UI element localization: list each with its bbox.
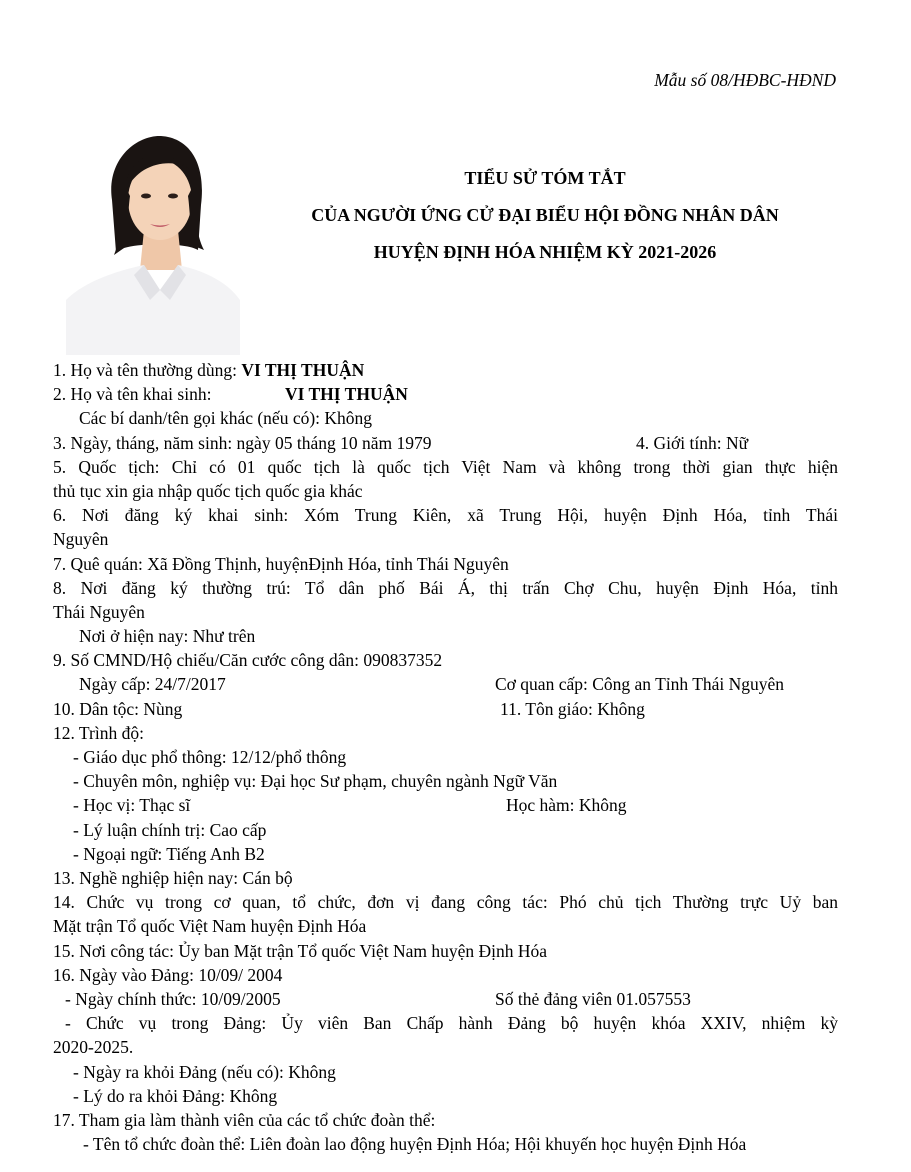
religion-text: 11. Tôn giáo: Không [500,698,645,719]
field-party-join-date: 16. Ngày vào Đảng: 10/09/ 2004 [53,964,283,985]
field-occupation: 13. Nghề nghiệp hiện nay: Cán bộ [53,867,293,888]
field-current-address: Nơi ở hiện nay: Như trên [79,626,256,647]
edu-specialty: - Chuyên môn, nghiệp vụ: Đại học Sư phạm, chuyên ngành Ngữ Văn [73,771,558,792]
field-id-number: 9. Số CMND/Hộ chiếu/Căn cước công dân: 090837352 [53,650,443,671]
title-line-3: HUYỆN ĐỊNH HÓA NHIỆM KỲ 2021-2026 [373,242,717,262]
party-official-date: - Ngày chính thức: 10/09/2005 [65,988,281,1009]
candidate-photo [66,130,240,355]
document-title [255,160,835,271]
party-official-row [53,987,838,1011]
party-position-1: - Chức vụ trong Đảng: Ủy viên Ban Chấp hành Đảng bộ huyện khóa XXIV, nhiệm kỳ [65,1013,838,1034]
birth-name-value: VI THỊ THUẬN [285,384,408,405]
field-id-issue [53,672,838,696]
field-education-heading: 12. Trình độ: [53,722,144,743]
edu-degree: - Học vị: Thạc sĩ [73,795,191,816]
issue-date-text: Ngày cấp: 24/7/2017 [79,674,226,695]
birthdate-text: 3. Ngày, tháng, năm sinh: ngày 05 tháng 10 năm 1979 [53,432,432,453]
field-birthdate-gender [53,431,838,455]
biography-body [53,358,838,1156]
field-nationality-2: thủ tục xin gia nhập quốc tịch quốc gia khác [53,480,363,501]
issue-agency-text: Cơ quan cấp: Công an Tỉnh Thái Nguyên [495,674,785,695]
party-leave-reason: - Lý do ra khỏi Đảng: Không [73,1085,278,1106]
field-nationality-1: 5. Quốc tịch: Chỉ có 01 quốc tịch là quốc tịch Việt Nam và không trong thời gian thực hiện [53,456,838,477]
field-position-1: 14. Chức vụ trong cơ quan, tổ chức, đơn vị đang công tác: Phó chủ tịch Thường trực Uỷ ban [53,892,838,913]
field-birth-name: 2. Họ và tên khai sinh: VI THỊ THUẬN [53,382,838,406]
title-line-1: TIỂU SỬ TÓM TẮT [464,168,626,188]
party-position-2: 2020-2025. [53,1037,134,1058]
gender-text: 4. Giới tính: Nữ [636,432,749,453]
title-line-2: CỦA NGƯỜI ỨNG CỬ ĐẠI BIỂU HỘI ĐỒNG NHÂN DÂN [311,205,779,225]
field-residence-1: 8. Nơi đăng ký thường trú: Tổ dân phố Bái Á, thị trấn Chợ Chu, huyện Định Hóa, tỉnh [53,577,838,598]
edu-general: - Giáo dục phổ thông: 12/12/phổ thông [73,747,347,768]
edu-degree-row [53,793,838,817]
field-alias: Các bí danh/tên gọi khác (nếu có): Không [79,408,373,429]
organizations-list: - Tên tổ chức đoàn thể: Liên đoàn lao động huyện Định Hóa; Hội khuyến học huyện Định Hóa [83,1134,747,1155]
party-leave-date: - Ngày ra khỏi Đảng (nếu có): Không [73,1061,336,1082]
field-organizations-heading: 17. Tham gia làm thành viên của các tổ chức đoàn thể: [53,1109,436,1130]
field-hometown: 7. Quê quán: Xã Đồng Thịnh, huyệnĐịnh Hóa, tỉnh Thái Nguyên [53,553,509,574]
field-birth-place-1: 6. Nơi đăng ký khai sinh: Xóm Trung Kiên, xã Trung Hội, huyện Định Hóa, tỉnh Thái [53,505,838,526]
edu-title: Học hàm: Không [506,795,627,816]
field-ethnicity-religion [53,697,838,721]
field-birth-place-2: Nguyên [53,529,109,550]
common-name-value: VI THỊ THUẬN [241,360,365,380]
field-position-2: Mặt trận Tổ quốc Việt Nam huyện Định Hóa [53,916,367,937]
form-code: Mẫu số 08/HĐBC-HĐND [654,70,836,90]
field-workplace: 15. Nơi công tác: Ủy ban Mặt trận Tổ quốc Việt Nam huyện Định Hóa [53,940,548,961]
edu-politics: - Lý luận chính trị: Cao cấp [73,819,267,840]
field-common-name: 1. Họ và tên thường dùng: VI THỊ THUẬN [53,360,365,380]
field-residence-2: Thái Nguyên [53,601,145,622]
ethnicity-text: 10. Dân tộc: Nùng [53,698,183,719]
edu-language: - Ngoại ngữ: Tiếng Anh B2 [73,843,265,864]
portrait-image [66,130,240,355]
party-card-number: Số thẻ đảng viên 01.057553 [495,988,691,1009]
